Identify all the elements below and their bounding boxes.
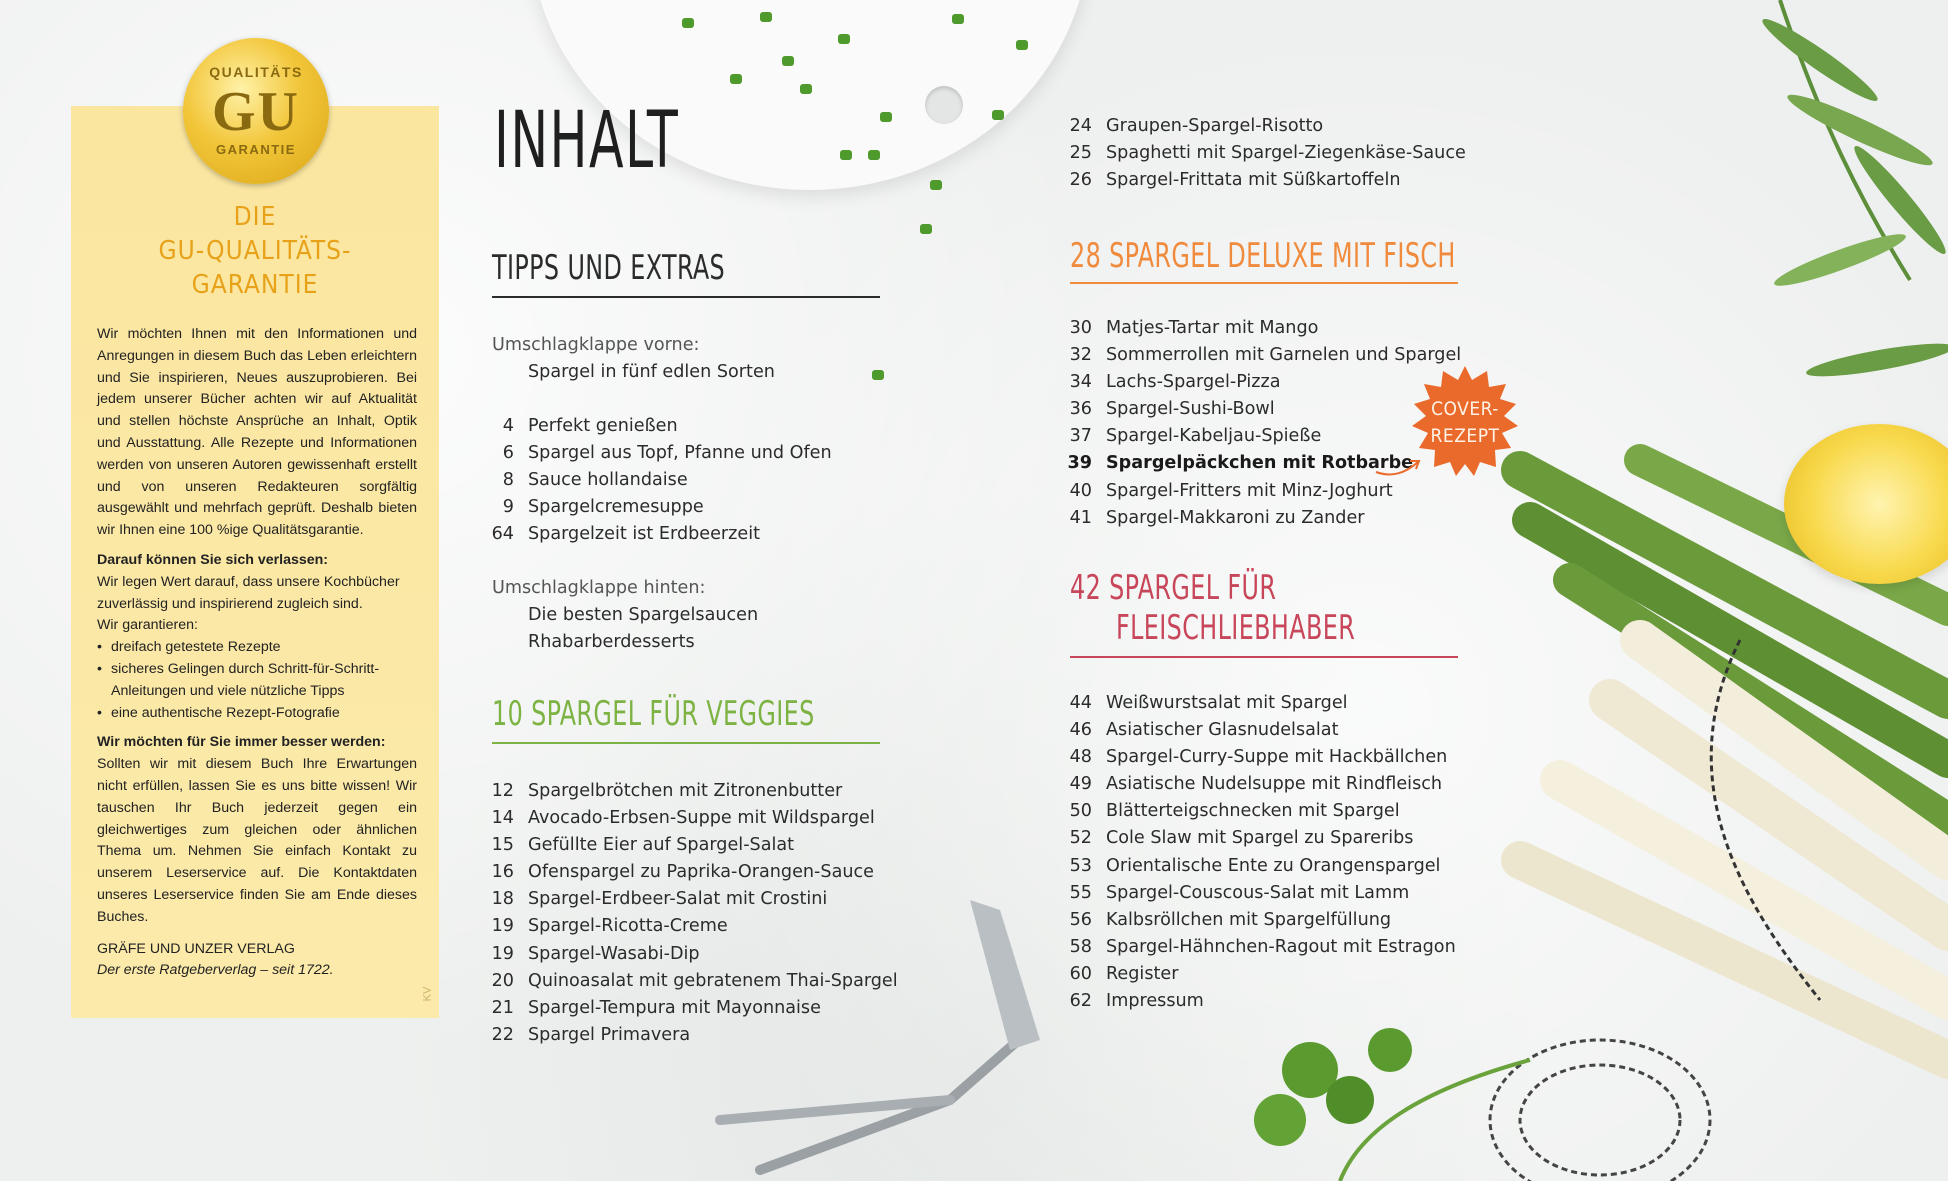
section-heading-tipps: TIPPS UND EXTRAS [492,248,726,288]
toc-entry[interactable]: 56 Kalbsröllchen mit Spargelfüllung [1069,909,1392,930]
quality-heading-2: Darauf können Sie sich verlassen: [97,551,329,568]
toc-entry[interactable]: 36 Spargel-Sushi-Bowl [1069,399,1275,420]
toc-entry[interactable]: 64 Spargelzeit ist Erdbeerzeit [491,524,761,545]
toc-entry[interactable]: 16 Ofenspargel zu Paprika-Orangen-Sauce [491,862,874,883]
toc-entry[interactable]: 18 Spargel-Erdbeer-Salat mit Crostini [491,889,828,910]
seal-gu-text: GU [212,81,300,143]
toc-entry[interactable]: 37 Spargel-Kabeljau-Spieße [1069,426,1322,447]
back-flap-list [492,602,758,656]
seal-bottom-text: GARANTIE [216,142,296,157]
toc-entry[interactable]: 24 Graupen-Spargel-Risotto [1069,116,1324,136]
continued-list [1056,113,1466,194]
quality-paragraph-2b: Wir garantieren: [97,617,198,634]
toc-entry[interactable]: 49 Asiatische Nudelsuppe mit Rindfleisch [1069,774,1443,795]
toc-entry[interactable]: 20 Quinoasalat mit gebratenem Thai-Spargel [491,970,898,991]
publisher-name: GRÄFE UND UNZER VERLAG [97,940,295,957]
toc-entry[interactable]: 15 Gefüllte Eier auf Spargel-Salat [491,835,795,856]
toc-entry[interactable]: 30 Matjes-Tartar mit Mango [1069,318,1319,338]
toc-entry[interactable]: 22 Spargel Primavera [491,1024,691,1045]
arrow-icon [1374,452,1422,480]
section-rule-veggies [492,742,880,744]
toc-entry[interactable]: 58 Spargel-Hähnchen-Ragout mit Estragon [1069,936,1456,957]
toc-entry[interactable]: 8 Sauce hollandaise [502,470,688,491]
plate-hole-decoration [925,86,963,124]
front-flap-list [492,359,775,386]
toc-entry[interactable]: 4 Perfekt genießen [502,416,678,436]
peeler-decoration [700,900,1100,1181]
quality-paragraph-2: Wir legen Wert darauf, dass unsere Kochbücher zuverlässig und inspirierend zugleich sind. [97,573,400,612]
tipps-list [478,413,832,548]
toc-entry[interactable]: 41 Spargel-Makkaroni zu Zander [1069,507,1365,528]
toc-entry[interactable]: 55 Spargel-Couscous-Salat mit Lamm [1069,882,1410,903]
list-item: • sicheres Gelingen durch Schritt-für-Schritt-Anleitungen und viele nützliche Tipps [97,659,417,703]
section-rule-fisch [1070,282,1458,284]
section-heading-veggies: 10 SPARGEL FÜR VEGGIES [492,694,815,734]
front-flap-label: Umschlagklappe vorne: [492,335,700,355]
parsley-decoration [1240,1010,1540,1181]
list-item[interactable]: Spargel in fünf edlen Sorten [528,362,775,382]
toc-entry[interactable]: 19 Spargel-Wasabi-Dip [491,943,700,964]
list-item: • eine authentische Rezept-Fotografie [97,703,417,725]
toc-entry[interactable]: 60 Register [1069,963,1179,984]
toc-entry-cover-recipe[interactable]: 39 Spargelpäckchen mit Rotbarbe [1067,453,1414,474]
quality-paragraph-3: Sollten wir mit diesem Buch Ihre Erwartungen nicht erfüllen, lassen Sie es uns bitte wissen! Wir tauschen Ihr Buch jederzeit gegen ein gleichwertiges zum gleichen oder ähnlichen Thema um. Nehmen Sie einfach Kontakt zu unserem Leserservice auf. Die Kontaktdaten unseres Leserservice finden Sie am Ende dieses Buches. [97,756,417,925]
quality-title: DIE GU-QUALITÄTS- GARANTIE [158,202,352,300]
toc-entry[interactable]: 50 Blätterteigschnecken mit Spargel [1069,801,1400,822]
toc-entry[interactable]: 46 Asiatischer Glasnudelsalat [1069,720,1339,741]
toc-entry[interactable]: 19 Spargel-Ricotta-Creme [491,916,728,937]
fleisch-list [1056,690,1456,1015]
section-rule-fleisch [1070,656,1458,658]
cover-recipe-badge-text: COVER- REZEPT [1430,398,1500,447]
list-item[interactable]: Die besten Spargelsaucen [528,605,759,625]
toc-entry[interactable]: 26 Spargel-Frittata mit Süßkartoffeln [1069,170,1401,191]
section-rule-tipps [492,296,880,298]
toc-entry[interactable]: 14 Avocado-Erbsen-Suppe mit Wildspargel [491,808,875,829]
list-item[interactable]: Rhabarberdesserts [528,632,695,653]
fisch-list [1056,315,1461,532]
toc-entry[interactable]: 53 Orientalische Ente zu Orangenspargel [1069,855,1441,876]
toc-entry[interactable]: 44 Weißwurstsalat mit Spargel [1069,693,1348,713]
toc-entry[interactable]: 21 Spargel-Tempura mit Mayonnaise [491,997,821,1018]
toc-entry[interactable]: 9 Spargelcremesuppe [502,497,704,518]
toc-entry[interactable]: 25 Spaghetti mit Spargel-Ziegenkäse-Sauce [1069,143,1466,164]
quality-paragraph-1: Wir möchten Ihnen mit den Informationen und Anregungen in diesem Buch das Leben erleichtern und Sie inspirieren, Neues auszuprobieren. Bei jedem unserer Bücher achten wir auf Aktualität und stellen höchste Ansprüche an Inhalt, Optik und Ausstattung. Alle Rezepte und Informationen werden von unseren Autoren gewissenhaft erstellt und von unseren Redakteuren sorgfältig ausgewählt und mehrfach geprüft. Deshalb bieten wir Ihnen eine 100 %ige Qualitätsgarantie. [97,326,417,539]
asparagus-photo-decoration [1440,0,1948,1181]
publisher-tagline: Der erste Ratgeberverlag – seit 1722. [97,962,334,979]
toc-entry[interactable]: 40 Spargel-Fritters mit Minz-Joghurt [1069,480,1393,501]
section-heading-fisch: 28 SPARGEL DELUXE MIT FISCH [1070,236,1456,276]
section-heading-fleisch-1: 42 SPARGEL FÜR [1070,568,1277,608]
section-heading-fleisch-2: FLEISCHLIEBHABER [1116,608,1356,648]
seal-top-text: QUALITÄTS [209,64,303,80]
toc-entry[interactable]: 6 Spargel aus Topf, Pfanne und Ofen [502,443,832,464]
toc-entry[interactable]: 12 Spargelbrötchen mit Zitronenbutter [491,781,843,801]
toc-entry[interactable]: 62 Impressum [1069,991,1204,1012]
page-title: INHALT [494,96,680,186]
quality-text [97,324,417,982]
gu-quality-seal-icon [183,38,329,184]
toc-entry[interactable]: 48 Spargel-Curry-Suppe mit Hackbällchen [1069,747,1448,768]
kv-mark: KV [421,986,434,1002]
toc-entry[interactable]: 34 Lachs-Spargel-Pizza [1069,372,1281,393]
list-item: • dreifach getestete Rezepte [97,637,417,659]
toc-entry[interactable]: 52 Cole Slaw mit Spargel zu Spareribs [1069,828,1414,849]
quality-heading-3: Wir möchten für Sie immer besser werden: [97,734,386,751]
toc-entry[interactable]: 32 Sommerrollen mit Garnelen und Spargel [1069,345,1462,366]
quality-bullets [97,637,417,724]
back-flap-label: Umschlagklappe hinten: [492,578,706,598]
